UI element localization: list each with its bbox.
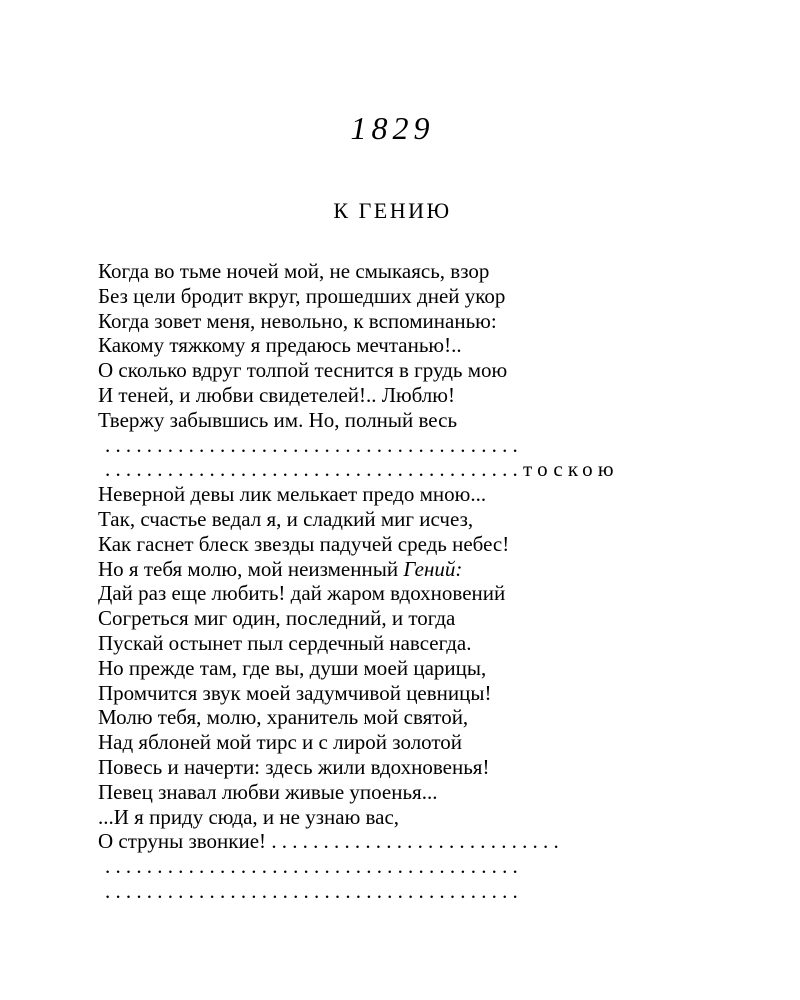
- poem-line: О сколько вдруг толпой теснится в грудь мою: [98, 358, 508, 383]
- poem-line: Твержу забывшись им. Но, полный весь: [98, 407, 458, 432]
- ellipsis-dots: ............................: [271, 829, 564, 854]
- poem-line: Над яблоней мой тирс и с лирой золотой: [98, 730, 463, 755]
- ellipsis-line: [98, 457, 698, 482]
- poem-line: Когда зовет меня, невольно, к вспоминанью:: [98, 308, 497, 333]
- poem-line: ...И я приду сюда, и не узнаю вас,: [98, 804, 400, 829]
- poem-line: Промчится звук моей задумчивой цевницы!: [98, 680, 492, 705]
- poem-line-text: О струны звонкие!: [98, 829, 272, 854]
- poem-line: Согреться миг один, последний, и тогда: [98, 606, 456, 631]
- poem-line: И теней, и любви свидетелей!.. Люблю!: [98, 382, 455, 407]
- poem-line: Неверной девы лик мелькает предо мною...: [98, 482, 487, 507]
- poem-line: Как гаснет блеск звезды падучей средь небес!: [98, 531, 510, 556]
- poem-line-text: Но я тебя молю, мой неизменный: [98, 556, 404, 581]
- poem-line: Пускай остынет пыл сердечный навсегда.: [98, 630, 472, 655]
- section-year: 1829: [350, 110, 435, 146]
- poem-line: Без цели бродит вкруг, прошедших дней укор: [98, 283, 506, 308]
- poem-line: Повесь и начерти: здесь жили вдохновенья!: [98, 754, 490, 779]
- poem-line: Когда во тьме ночей мой, не смыкаясь, взор: [98, 259, 490, 283]
- poem-word: тоскою: [523, 457, 619, 482]
- poem-line: Певец знавал любви живые упоенья...: [98, 779, 438, 804]
- ellipsis-dots: ........................................: [105, 457, 523, 482]
- ellipsis-line: ........................................: [105, 878, 523, 903]
- poem-italic-word: Гений:: [403, 556, 463, 581]
- poem-line: [98, 829, 698, 854]
- poem-text: [98, 259, 698, 904]
- poem-line: Так, счастье ведал я, и сладкий миг исчез,: [98, 506, 474, 531]
- poem-line: Дай раз еще любить! дай жаром вдохновений: [98, 581, 506, 606]
- poem-title: К ГЕНИЮ: [333, 198, 452, 223]
- ellipsis-line: ........................................: [105, 854, 523, 879]
- poem-line: Молю тебя, молю, хранитель мой святой,: [98, 705, 469, 730]
- poem-line: [98, 557, 698, 582]
- poem-line: Какому тяжкому я предаюсь мечтанью!..: [98, 333, 462, 358]
- poem-line: Но прежде там, где вы, души моей царицы,: [98, 655, 487, 680]
- ellipsis-line: ........................................: [105, 432, 523, 457]
